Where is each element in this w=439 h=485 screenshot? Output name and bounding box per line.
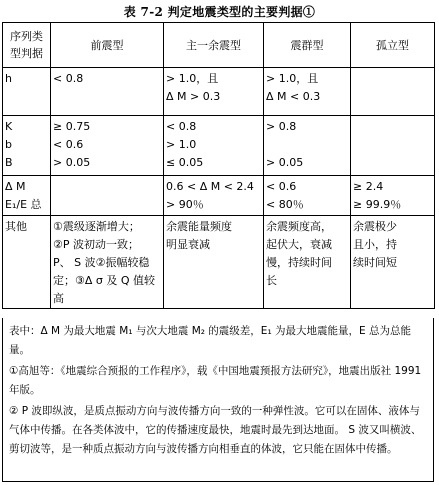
cell-line: > 1.0 xyxy=(166,138,197,151)
cell-line: 起伏大，衰减 xyxy=(266,238,332,251)
row-label-cell xyxy=(3,116,51,176)
cell-line: Δ M > 0.3 xyxy=(166,90,221,103)
header-cell-mainshock-aftershock: 主一余震型 xyxy=(164,23,264,68)
cell-line: 明显衰减 xyxy=(166,238,210,251)
row-label-cell xyxy=(3,216,51,309)
cell-line: > 90％ xyxy=(166,198,204,211)
header-line: 序列类 xyxy=(10,30,43,43)
table-cell xyxy=(164,176,264,216)
cell-line: < 0.8 xyxy=(53,72,84,85)
table-cell xyxy=(51,116,164,176)
header-cell-isolated: 孤立型 xyxy=(351,23,435,68)
cell-line: 且小，持 xyxy=(353,238,397,251)
table-cell xyxy=(164,216,264,309)
row-h xyxy=(3,68,435,116)
row-k-b-b xyxy=(3,116,435,176)
note-p-wave: ② P 波即纵波，是质点振动方向与波传播方向一致的一种弹性波。它可以在固体、液体与气体中传播。在各类体波中，它的传播速度最快，地震时最先到达地面。 S 波又叫横波、剪切波等，是一种质点振动方向与波传播方向相垂直的体波，它只能在固体中传播。 xyxy=(9,405,422,455)
row-label: 其他 xyxy=(5,220,27,233)
cell-line: 高 xyxy=(53,292,64,305)
cell-line: 慢，持续时间 xyxy=(266,256,332,269)
table-cell xyxy=(351,216,435,309)
row-label: E₁/E 总 xyxy=(5,198,42,211)
table-cell xyxy=(51,216,164,309)
row-other xyxy=(3,216,435,309)
header-row xyxy=(3,23,435,68)
table-title: 表 7-2 判定地震类型的主要判据① xyxy=(123,5,316,19)
cell-line: > 1.0，且 xyxy=(166,72,219,85)
cell-line: Δ M < 0.3 xyxy=(266,90,321,103)
cell-line: P、 S 波②振幅较稳 xyxy=(53,256,150,269)
header-cell-criteria xyxy=(3,23,51,68)
cell-line: > 0.05 xyxy=(266,156,304,169)
table-cell xyxy=(264,116,351,176)
cell-line: ①震级逐渐增大； xyxy=(53,220,140,233)
cell-line: 0.6 < Δ M < 2.4 xyxy=(166,180,254,193)
cell-line: > 0.8 xyxy=(266,120,297,133)
cell-line: > 0.05 xyxy=(53,156,91,169)
table-cell xyxy=(164,68,264,116)
cell-line: 定；③Δ σ 及 Q 值较 xyxy=(53,274,156,287)
table-cell xyxy=(51,176,164,216)
row-label: b xyxy=(5,138,12,151)
cell-line: 余震频度高， xyxy=(266,220,332,233)
cell-line: 余震极少 xyxy=(353,220,397,233)
row-label-cell xyxy=(3,176,51,216)
row-label: B xyxy=(5,156,13,169)
cell-line xyxy=(266,136,348,154)
table-cell xyxy=(264,176,351,216)
cell-line: ≥ 2.4 xyxy=(353,180,384,193)
cell-line: 长 xyxy=(266,274,277,287)
table-cell xyxy=(351,68,435,116)
header-line: 型判据 xyxy=(10,47,43,60)
note-symbols: 表中：Δ M 为最大地震 M₁ 与次大地震 M₂ 的震级差，E₁ 为最大地震能量，E 总为总能量。 xyxy=(9,325,411,356)
row-delta-m-energy xyxy=(3,176,435,216)
criteria-table xyxy=(2,22,435,309)
table-cell xyxy=(264,68,351,116)
table-cell xyxy=(351,176,435,216)
header-cell-swarm: 震群型 xyxy=(264,23,351,68)
row-label: h xyxy=(5,72,12,85)
cell-line: < 0.8 xyxy=(166,120,197,133)
cell-line: 续时间短 xyxy=(353,256,397,269)
cell-line: > 1.0，且 xyxy=(266,72,319,85)
cell-line: ≥ 99.9％ xyxy=(353,198,402,211)
table-cell xyxy=(51,68,164,116)
header-cell-foreshock: 前震型 xyxy=(51,23,164,68)
cell-line: < 0.6 xyxy=(266,180,297,193)
cell-line: < 80％ xyxy=(266,198,304,211)
table-cell xyxy=(164,116,264,176)
table-cell xyxy=(351,116,435,176)
row-label-cell xyxy=(3,68,51,116)
table-cell xyxy=(264,216,351,309)
row-label: K xyxy=(5,120,13,133)
table-notes xyxy=(2,318,434,482)
cell-line: ≤ 0.05 xyxy=(166,156,204,169)
cell-line: < 0.6 xyxy=(53,138,84,151)
note-source: ①高旭等：《地震综合预报的工作程序》，载《中国地震预报方法研究》，地震出版社 1991 年版。 xyxy=(9,365,422,396)
row-label: Δ M xyxy=(5,180,26,193)
cell-line: 余震能量频度 xyxy=(166,220,232,233)
cell-line: ≥ 0.75 xyxy=(53,120,91,133)
cell-line: ②P 波初动一致； xyxy=(53,238,139,251)
